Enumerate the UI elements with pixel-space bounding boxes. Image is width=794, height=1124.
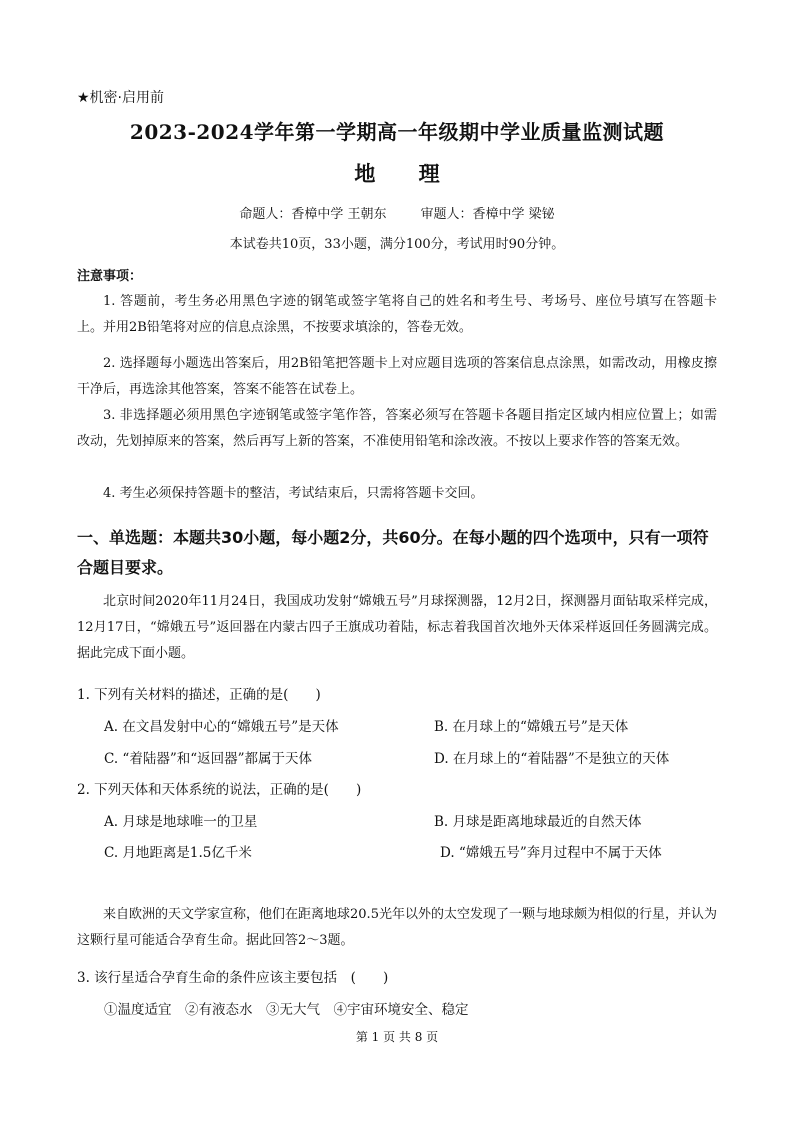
option-b: B. 月球是距离地球最近的自然天体 <box>434 814 642 830</box>
page-footer: 第 1 页 共 8 页 <box>355 1030 439 1044</box>
notice-item: 4. 考生必须保持答题卡的整洁，考试结束后，只需将答题卡交回。 <box>103 486 484 501</box>
question-stem: 1. 下列有关材料的描述，正确的是( ) <box>77 687 321 703</box>
exam-info: 本试卷共10页，33小题，满分100分，考试用时90分钟。 <box>229 237 565 252</box>
notice-heading: 注意事项： <box>77 269 143 284</box>
subject-title: 地 理 <box>354 161 458 186</box>
option-c: C. “着陆器”和“返回器”都属于天体 <box>104 751 313 767</box>
confidential-mark: ★机密·启用前 <box>77 90 165 106</box>
option-b: B. 在月球上的“嫦娥五号”是天体 <box>434 719 629 735</box>
material-paragraph: 北京时间2020年11月24日，我国成功发射“嫦娥五号”月球探测器，12月2日，探测器月面钻取采样完成，12月17日，“嫦娥五号”返回器在内蒙古四子王旗成功着陆，标志着我国首次地外天体采样返回任务圆满完成。据此完成下面小题。 <box>77 594 717 661</box>
section-heading: 一、单选题：本题共30小题，每小题2分，共60分。在每小题的四个选项中，只有一项符合题目要求。 <box>77 528 709 577</box>
option-d: D. “嫦娥五号”奔月过程中不属于天体 <box>440 845 662 861</box>
option-d: D. 在月球上的“着陆器”不是独立的天体 <box>434 751 670 767</box>
notice-item: 3. 非选择题必须用黑色字迹钢笔或签字笔作答，答案必须写在答题卡各题目指定区域内相应位置上；如需改动，先划掉原来的答案，然后再写上新的答案，不准使用铅笔和涂改液。不按以上要求作答的答案无效。 <box>77 408 717 449</box>
reviewer: 审题人：香樟中学 梁铋 <box>420 207 555 222</box>
author: 命题人：香樟中学 王朝东 <box>239 207 387 222</box>
question-stem: 2. 下列天体和天体系统的说法，正确的是( ) <box>77 782 362 798</box>
exam-title: 2023-2024学年第一学期高一年级期中学业质量监测试题 <box>129 120 665 144</box>
author-line <box>0 203 794 222</box>
option-c: C. 月地距离是1.5亿千米 <box>104 845 252 861</box>
material-paragraph: 来自欧洲的天文学家宣称，他们在距离地球20.5光年以外的太空发现了一颗与地球颇为相似的行星，并认为这颗行星可能适合孕育生命。据此回答2～3题。 <box>77 907 717 948</box>
question-stem: 3. 该行星适合孕育生命的条件应该主要包括 ( ) <box>77 970 389 986</box>
option-a: A. 月球是地球唯一的卫星 <box>104 814 258 830</box>
notice-item: 1. 答题前，考生务必用黑色字迹的钢笔或签字笔将自己的姓名和考生号、考场号、座位号填写在答题卡上。并用2B铅笔将对应的信息点涂黑，不按要求填涂的，答卷无效。 <box>77 294 717 335</box>
option-a: A. 在文昌发射中心的“嫦娥五号”是天体 <box>104 719 339 735</box>
notice-item: 2. 选择题每小题选出答案后，用2B铅笔把答题卡上对应题目选项的答案信息点涂黑，如需改动，用橡皮擦干净后，再选涂其他答案，答案不能答在试卷上。 <box>77 356 717 397</box>
option-list: ①温度适宜 ②有液态水 ③无大气 ④宇宙环境安全、稳定 <box>104 1002 469 1018</box>
